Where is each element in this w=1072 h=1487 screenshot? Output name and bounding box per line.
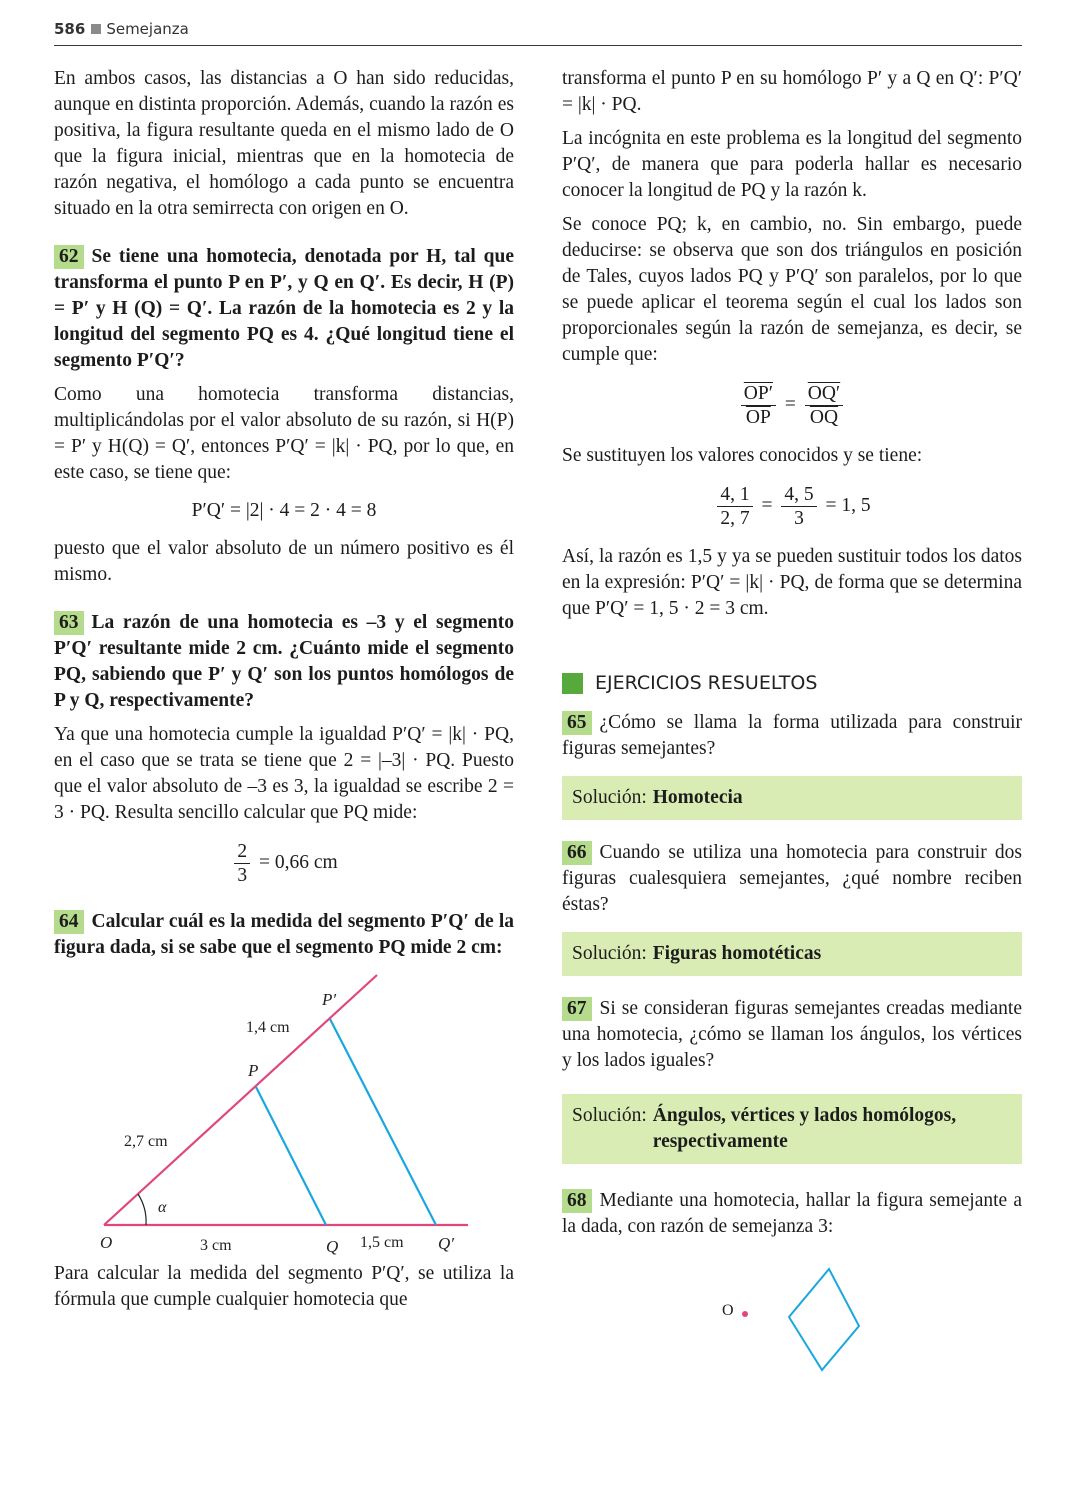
ratio-denominator-2: OQ: [809, 407, 839, 428]
continuation-2: La incógnita en este problema es la longitud del segmento P′Q′, de manera que para poderla hallar es necesario conocer la longitud de PQ y la razón k.: [562, 128, 1022, 201]
length-qq: 1,5 cm: [360, 1234, 404, 1251]
label-q: Q: [326, 1237, 339, 1255]
continuation-4: Se sustituyen los valores conocidos y se tiene:: [562, 445, 923, 466]
label-p-prime: P′: [322, 990, 337, 1009]
page-header: [54, 20, 1022, 46]
solution-answer-line-1: Ángulos, vértices y lados homólogos,: [652, 1105, 957, 1126]
exercise-63-title: [54, 610, 514, 714]
ratio-denominator-1: OP: [745, 407, 771, 428]
exercise-63-equation: [54, 840, 514, 887]
continuation-1: transforma el punto P en su homólogo P′ y a Q en Q′: P′Q′ = |k| · PQ.: [562, 68, 1022, 115]
solution-label: Solución:: [572, 787, 647, 808]
header-square-icon: [91, 24, 101, 34]
quadrilateral-shape: [789, 1269, 859, 1370]
exercise-62-paragraph-2: puesto que el valor absoluto de un número positivo es él mismo.: [54, 538, 514, 585]
exercise-62-title-text: Se tiene una homotecia, denotada por H, tal que transforma el punto P en P′, y Q en Q′. Es decir, H (P) = P′ y H (Q) = Q′. La razón de la homotecia es 2 y la longitud del segmento PQ es 4. ¿Qué longitud tiene el segmento P′Q′?: [54, 246, 514, 371]
label-o: O: [100, 1233, 113, 1252]
ratio-equals: =: [784, 393, 796, 415]
section-square-icon: [562, 673, 583, 694]
exercise-66-number: 66: [562, 841, 592, 865]
solution-label: Solución:: [572, 1105, 647, 1126]
exercise-65-question: ¿Cómo se llama la forma utilizada para construir figuras semejantes?: [562, 712, 1022, 759]
exercise-68-question: Mediante una homotecia, hallar la figura semejante a la dada, con razón de semejanza 3:: [562, 1190, 1022, 1237]
header-section: Semejanza: [106, 20, 189, 38]
exercise-64-title-text: Calcular cuál es la medida del segmento P′Q′ de la figura dada, si se sabe que el segmento PQ mide 2 cm:: [54, 911, 514, 958]
values-equation: [562, 483, 1022, 530]
exercise-68: [562, 1188, 1022, 1240]
section-title: [562, 672, 1022, 694]
length-oq: 3 cm: [200, 1237, 232, 1254]
solution-answer-line-2: respectivamente: [652, 1131, 788, 1152]
values-fraction-2: [781, 483, 816, 530]
exercise-63-fraction: [234, 840, 250, 887]
exercise-63-number: 63: [54, 611, 84, 635]
exercise-64-number: 64: [54, 910, 84, 934]
exercise-64-title: [54, 909, 514, 961]
ratio-numerator-2: OQ′: [805, 382, 843, 406]
values-numerator-1: 4, 1: [717, 483, 752, 507]
exercise-66: [562, 840, 1022, 918]
section-title-text: EJERCICIOS RESUELTOS: [595, 672, 818, 694]
solution-answer: Homotecia: [652, 787, 743, 808]
exercise-65-solution: [562, 776, 1022, 820]
center-point: [742, 1311, 748, 1317]
exercise-62-title: [54, 244, 514, 374]
ratio-fraction-1: [741, 382, 776, 429]
length-op: 2,7 cm: [124, 1133, 168, 1150]
fraction-denominator: 3: [237, 865, 248, 886]
label-p: P: [248, 1061, 259, 1080]
exercise-64-paragraph-1: Para calcular la medida del segmento P′Q′, se utiliza la fórmula que cumple cualquier homotecia que: [54, 1263, 514, 1310]
solution-answer: Figuras homotéticas: [652, 943, 822, 964]
segment-pq: [256, 1087, 326, 1225]
exercise-67-solution: [562, 1094, 1022, 1164]
exercise-62-paragraph-1: Como una homotecia transforma distancias, multiplicándolas por el valor absoluto de su razón, si H(P) = P′ y H(Q) = Q′, entonces P′Q′ = |k| · PQ, por lo que, en este caso, se tiene que:: [54, 384, 514, 483]
continuation-5: Así, la razón es 1,5 y ya se pueden sustituir todos los datos en la expresión: P′Q′ = |k| · PQ, de forma que se determina que P′Q′ = 1, 5 · 2 = 3 cm.: [562, 546, 1022, 619]
continuation-3: Se conoce PQ; k, en cambio, no. Sin embargo, puede deducirse: se observa que son dos triángulos en posición de Tales, cuyos lados PQ y P′Q′ son paralelos, por lo que se puede aplicar el teorema según el cual los lados son proporcionales según la razón de semejanza, es decir, se cumple que:: [562, 214, 1022, 365]
left-column: [54, 66, 514, 1313]
label-o-point: O: [722, 1302, 734, 1319]
label-q-prime: Q′: [438, 1234, 454, 1253]
exercise-62-number: 62: [54, 245, 84, 269]
fraction-numerator: 2: [234, 840, 250, 864]
ray-op: [104, 975, 377, 1225]
values-fraction-1: [717, 483, 752, 530]
exercise-67-number: 67: [562, 997, 592, 1021]
angle-arc: [138, 1194, 146, 1225]
exercise-63-paragraph-1: Ya que una homotecia cumple la igualdad P′Q′ = |k| · PQ, en el caso que se trata se tiene que 2 = |–3| · PQ. Puesto que el valor absoluto de –3 es 3, la igualdad se escribe 2 = 3 · PQ. Resulta sencillo calcular que PQ mide:: [54, 724, 514, 823]
values-result: = 1, 5: [825, 494, 871, 516]
exercise-65: [562, 710, 1022, 762]
page-number: 586: [54, 20, 86, 38]
values-numerator-2: 4, 5: [781, 483, 816, 507]
exercise-62-equation: P′Q′ = |2| · 4 = 2 · 4 = 8: [191, 500, 377, 521]
thales-figure: [54, 965, 514, 1255]
quadrilateral-figure: [562, 1250, 1022, 1380]
exercise-67-question: Si se consideran figuras semejantes creadas mediante una homotecia, ¿cómo se llaman los ángulos, los vértices y los lados iguales?: [562, 998, 1022, 1071]
exercise-63-result: = 0,66 cm: [258, 851, 338, 873]
values-equals-1: =: [761, 494, 773, 516]
intro-paragraph: En ambos casos, las distancias a O han sido reducidas, aunque en distinta proporción. Además, cuando la razón es positiva, la figura resultante queda en el mismo lado de O que la figura inicial, mientras que en la homotecia de razón negativa, el homólogo a cada punto se encuentra situado en la otra semirrecta con origen en O.: [54, 68, 514, 219]
exercise-65-number: 65: [562, 711, 592, 735]
values-denominator-2: 3: [794, 508, 804, 529]
length-pp: 1,4 cm: [246, 1019, 290, 1036]
exercise-63-title-text: La razón de una homotecia es –3 y el segmento P′Q′ resultante mide 2 cm. ¿Cuánto mide el segmento PQ, sabiendo que P′ y Q′ son los puntos homólogos de P y Q, respectivamente?: [54, 612, 514, 711]
ratio-fraction-2: [805, 382, 843, 429]
segment-ppqp: [330, 1019, 436, 1225]
exercise-67: [562, 996, 1022, 1074]
exercise-66-solution: [562, 932, 1022, 976]
right-column: [562, 66, 1022, 1385]
exercise-68-number: 68: [562, 1189, 592, 1213]
solution-label: Solución:: [572, 943, 647, 964]
ratio-equation: [562, 382, 1022, 429]
ratio-numerator-1: OP′: [741, 382, 776, 406]
label-alpha: α: [158, 1199, 167, 1216]
values-denominator-1: 2, 7: [720, 508, 750, 529]
exercise-66-question: Cuando se utiliza una homotecia para construir dos figuras cualesquiera semejantes, ¿qué nombre reciben éstas?: [562, 842, 1022, 915]
